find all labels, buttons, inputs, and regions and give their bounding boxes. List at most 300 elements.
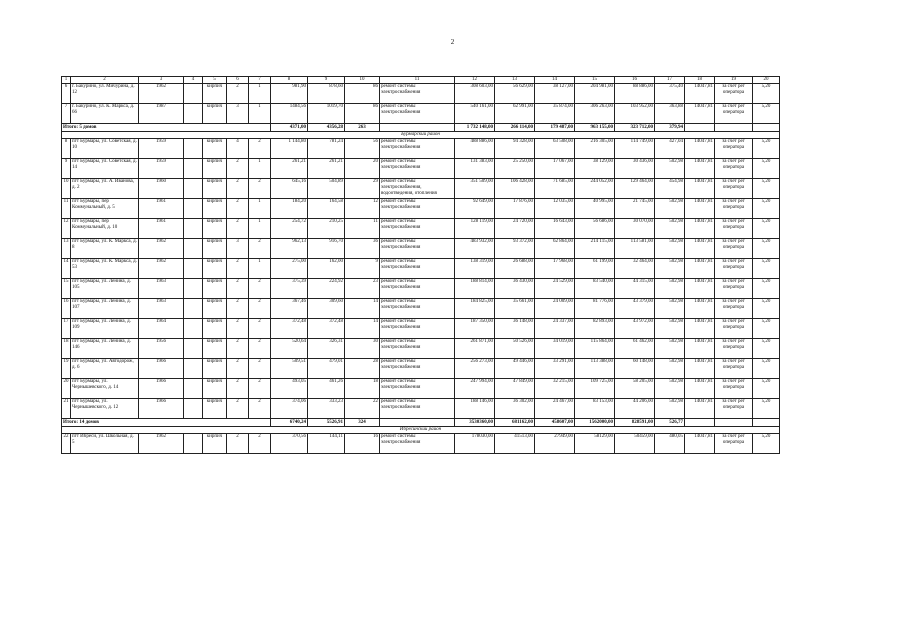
table-cell: 56: [345, 139, 380, 159]
table-cell: 370,56: [271, 434, 308, 454]
table-cell: за счет рег оператора: [715, 379, 753, 399]
table-cell: пгт Бурмары, ул. К. Маркса, д. 53: [71, 259, 139, 279]
table-cell: 1963: [139, 299, 184, 319]
table-cell: 1: [249, 199, 271, 219]
table-cell: 1: [249, 219, 271, 239]
table-cell: 5,20: [753, 84, 780, 104]
table-cell: 1966: [139, 399, 184, 419]
table-cell: 256 273,00: [455, 359, 495, 379]
table-cell: пгт Бурмары, ул. Ленина, д. 107: [71, 299, 139, 319]
table-cell: 351 509,00: [455, 179, 495, 199]
table-cell: 3: [227, 104, 249, 124]
table-cell: 106 428,00: [495, 179, 535, 199]
table-cell: 261,21: [308, 159, 345, 179]
table-cell: 109 725,00: [575, 379, 615, 399]
table-cell: кирпич: [203, 339, 227, 359]
table-cell: ремонт системы электроснабжения: [380, 199, 455, 219]
district-name: Ибресинский район: [62, 427, 780, 434]
table-cell: [184, 299, 203, 319]
table-cell: 30 436,00: [615, 159, 655, 179]
table-cell: 14047,81: [685, 319, 715, 339]
table-cell: 2: [227, 219, 249, 239]
table-cell: 61 199,00: [575, 259, 615, 279]
table-cell: ремонт системы электроснабжения: [380, 259, 455, 279]
table-cell: 88 886,00: [615, 84, 655, 104]
table-cell: 21: [62, 399, 71, 419]
table-cell: 1: [249, 84, 271, 104]
table-cell: 306 263,00: [575, 104, 615, 124]
table-cell: 12: [62, 219, 71, 239]
table-cell: 1966: [139, 359, 184, 379]
table-cell: 14: [345, 299, 380, 319]
total-cell: 1562000,00: [575, 419, 615, 427]
table-cell: 374,06: [271, 399, 308, 419]
table-cell: 14047,81: [685, 299, 715, 319]
table-cell: ремонт системы электроснабжения: [380, 84, 455, 104]
total-cell: 5526,91: [308, 419, 345, 427]
table-cell: 36 148,00: [495, 319, 535, 339]
total-cell: 1 732 148,00: [455, 124, 495, 132]
table-cell: кирпич: [203, 434, 227, 454]
column-number: 20: [753, 77, 780, 84]
table-row: [62, 199, 780, 219]
table-cell: пгт Бурмары, ул. Чернышевского, д. 12: [71, 399, 139, 419]
table-cell: 981,90: [271, 84, 308, 104]
column-number: 3: [139, 77, 184, 84]
table-cell: 5,20: [753, 339, 780, 359]
repair-program-table: [61, 76, 780, 454]
table-cell: кирпич: [203, 279, 227, 299]
table-cell: 14047,81: [685, 279, 715, 299]
table-cell: 41513,00: [495, 434, 535, 454]
column-number: 7: [249, 77, 271, 84]
table-cell: 20: [62, 379, 71, 399]
table-cell: кирпич: [203, 299, 227, 319]
table-row: [62, 179, 780, 199]
table-cell: 5,20: [753, 359, 780, 379]
table-cell: 2: [249, 399, 271, 419]
total-cell: 3530360,00: [455, 419, 495, 427]
table-cell: 308 603,00: [455, 84, 495, 104]
table-cell: 47 849,00: [495, 379, 535, 399]
column-number: 11: [380, 77, 455, 84]
table-cell: 17 067,00: [535, 159, 575, 179]
table-cell: 188 146,00: [455, 399, 495, 419]
total-cell: [685, 419, 715, 427]
table-cell: кирпич: [203, 219, 227, 239]
table-cell: 14047,81: [685, 84, 715, 104]
table-cell: 509,51: [271, 359, 308, 379]
table-cell: 502,98: [655, 299, 685, 319]
table-cell: 113 388,00: [575, 359, 615, 379]
table-cell: 114 749,00: [615, 139, 655, 159]
total-cell: [753, 124, 780, 132]
column-number: 10: [345, 77, 380, 84]
table-cell: кирпич: [203, 139, 227, 159]
table-cell: 34 019,00: [535, 339, 575, 359]
table-cell: 24 009,00: [535, 299, 575, 319]
table-cell: 14047,81: [685, 199, 715, 219]
table-cell: ремонт системы электроснабжения: [380, 219, 455, 239]
column-number: 2: [71, 77, 139, 84]
column-number: 16: [615, 77, 655, 84]
table-cell: [184, 339, 203, 359]
table-cell: 204 981,00: [575, 84, 615, 104]
table-cell: кирпич: [203, 319, 227, 339]
table-cell: 17 968,00: [535, 259, 575, 279]
table-cell: 309,60: [308, 299, 345, 319]
table-cell: 60 148,00: [615, 359, 655, 379]
table-cell: 480,05: [655, 434, 685, 454]
table-cell: 2: [249, 359, 271, 379]
table-cell: 493,05: [271, 379, 308, 399]
table-cell: ремонт системы электроснабжения: [380, 159, 455, 179]
table-cell: [184, 104, 203, 124]
total-cell: 379,94: [655, 124, 685, 132]
table-cell: 30: [345, 339, 380, 359]
table-cell: [184, 279, 203, 299]
table-cell: пгт Бурмары, пер Коммунальный, д. 5: [71, 199, 139, 219]
table-row: [62, 434, 780, 454]
table-cell: за счет рег оператора: [715, 399, 753, 419]
column-number: 14: [535, 77, 575, 84]
table-cell: 502,98: [655, 319, 685, 339]
table-cell: 38 129,00: [575, 159, 615, 179]
table-cell: 2: [227, 359, 249, 379]
table-cell: за счет рег оператора: [715, 139, 753, 159]
table-cell: 12 035,00: [535, 199, 575, 219]
table-cell: кирпич: [203, 179, 227, 199]
table-cell: 56 629,00: [495, 84, 535, 104]
column-number: 13: [495, 77, 535, 84]
table-cell: кирпич: [203, 159, 227, 179]
table-row: [62, 104, 780, 124]
table-cell: 962,13: [271, 239, 308, 259]
table-cell: 9: [345, 259, 380, 279]
table-cell: 916,70: [308, 239, 345, 259]
table-cell: пгт Бурмары, ул. А. Иванова, д. 2: [71, 179, 139, 199]
table-cell: 2: [227, 319, 249, 339]
table-cell: 184,20: [271, 199, 308, 219]
table-cell: [184, 319, 203, 339]
table-cell: 5,20: [753, 104, 780, 124]
table-cell: кирпич: [203, 104, 227, 124]
table-cell: 520,64: [271, 339, 308, 359]
table-cell: 645,16: [271, 179, 308, 199]
column-number-row: [62, 77, 780, 84]
table-cell: 2: [227, 379, 249, 399]
table-cell: 216 305,00: [575, 139, 615, 159]
table-cell: пгт Бурмары, пер Коммунальный, д. 10: [71, 219, 139, 239]
table-cell: 2: [227, 179, 249, 199]
table-row: [62, 319, 780, 339]
table-cell: 461,26: [308, 379, 345, 399]
table-cell: за счет рег оператора: [715, 219, 753, 239]
district-name: Бурмарский район: [62, 132, 780, 139]
total-cell: 963 155,00: [575, 124, 615, 132]
table-cell: г. Бакурино, ул. Мичурина, д. 12: [71, 84, 139, 104]
total-cell: 458607,00: [535, 419, 575, 427]
table-cell: 2: [227, 199, 249, 219]
table-cell: 35 661,00: [495, 299, 535, 319]
table-cell: 1963: [139, 279, 184, 299]
total-row: [62, 124, 780, 132]
total-cell: 266 114,00: [495, 124, 535, 132]
table-cell: кирпич: [203, 399, 227, 419]
table-cell: 326,31: [308, 339, 345, 359]
table-cell: за счет рег оператора: [715, 434, 753, 454]
table-cell: 502,98: [655, 279, 685, 299]
table-cell: 184 825,00: [455, 299, 495, 319]
total-cell: 6740,24: [271, 419, 308, 427]
column-number: 4: [184, 77, 203, 84]
table-cell: ремонт системы электроснабжения: [380, 239, 455, 259]
table-cell: пгт Бурмары, ул. Ленина, д. 109: [71, 319, 139, 339]
total-cell: [753, 419, 780, 427]
total-cell: 263: [345, 124, 380, 132]
table-cell: кирпич: [203, 84, 227, 104]
table-cell: 5,20: [753, 179, 780, 199]
table-cell: 2: [249, 279, 271, 299]
table-cell: за счет рег оператора: [715, 159, 753, 179]
table-cell: за счет рег оператора: [715, 339, 753, 359]
table-cell: 488 886,00: [455, 139, 495, 159]
table-cell: 540 161,00: [455, 104, 495, 124]
table-cell: 5,20: [753, 379, 780, 399]
table-cell: ремонт системы электроснабжения: [380, 399, 455, 419]
table-cell: 10: [62, 179, 71, 199]
table-cell: 58 205,00: [615, 379, 655, 399]
table-cell: 30 070,00: [615, 219, 655, 239]
table-cell: 11: [62, 199, 71, 219]
table-cell: 9: [62, 159, 71, 179]
table-row: [62, 379, 780, 399]
table-cell: 1019,70: [308, 104, 345, 124]
table-cell: 188 814,00: [455, 279, 495, 299]
table-cell: 247 994,00: [455, 379, 495, 399]
table-cell: 14047,81: [685, 339, 715, 359]
total-cell: 681162,00: [495, 419, 535, 427]
table-row: [62, 399, 780, 419]
table-cell: 2: [249, 339, 271, 359]
total-label: Итого: 14 домов: [62, 419, 271, 427]
table-cell: 2: [249, 239, 271, 259]
table-cell: 29: [345, 179, 380, 199]
table-cell: 36 430,00: [495, 279, 535, 299]
table-cell: 5,20: [753, 434, 780, 454]
table-row: [62, 159, 780, 179]
table-cell: 275,00: [271, 259, 308, 279]
table-cell: 86: [345, 84, 380, 104]
table-cell: кирпич: [203, 379, 227, 399]
table-cell: 5,20: [753, 239, 780, 259]
table-cell: 210,25: [308, 219, 345, 239]
total-cell: 4356,28: [308, 124, 345, 132]
total-row: [62, 419, 780, 427]
table-cell: 14047,81: [685, 159, 715, 179]
table-cell: 375,39: [271, 279, 308, 299]
table-cell: 333,23: [308, 399, 345, 419]
table-cell: пгт Бурмары, ул. К. Маркса, д. 8: [71, 239, 139, 259]
table-cell: 14047,81: [685, 399, 715, 419]
table-cell: 131 383,00: [455, 159, 495, 179]
table-cell: 367,46: [271, 299, 308, 319]
table-row: [62, 239, 780, 259]
table-cell: 372,48: [308, 319, 345, 339]
table-cell: 3: [227, 239, 249, 259]
table-cell: 32 464,00: [615, 259, 655, 279]
table-cell: за счет рег оператора: [715, 319, 753, 339]
table-cell: 28: [345, 359, 380, 379]
table-cell: 14047,81: [685, 179, 715, 199]
table-cell: 363,88: [655, 104, 685, 124]
table-cell: 50459,00: [615, 434, 655, 454]
table-cell: [184, 434, 203, 454]
table-row: [62, 279, 780, 299]
table-cell: за счет рег оператора: [715, 199, 753, 219]
table-cell: 113 581,00: [615, 239, 655, 259]
table-cell: ремонт системы электроснабжения: [380, 379, 455, 399]
total-cell: 4371,00: [271, 124, 308, 132]
table-cell: 94 328,00: [495, 139, 535, 159]
table-cell: ремонт системы электроснабжения: [380, 139, 455, 159]
table-cell: 1960: [139, 179, 184, 199]
table-cell: ремонт системы электроснабжения: [380, 299, 455, 319]
table-cell: 502,98: [655, 379, 685, 399]
table-cell: [184, 199, 203, 219]
table-cell: 1987: [139, 104, 184, 124]
table-cell: пгт Бурмары, ул. Ленина, д. 105: [71, 279, 139, 299]
table-cell: 44 206,00: [615, 399, 655, 419]
total-cell: [715, 419, 753, 427]
table-cell: 2: [249, 379, 271, 399]
table-cell: 14047,81: [685, 379, 715, 399]
table-cell: 24 529,00: [535, 279, 575, 299]
table-cell: 261,21: [271, 159, 308, 179]
table-cell: 17 876,00: [495, 199, 535, 219]
total-cell: [380, 419, 455, 427]
table-cell: 27949,00: [535, 434, 575, 454]
table-cell: ремонт системы электроснабжения: [380, 279, 455, 299]
table-cell: 7: [62, 104, 71, 124]
table-cell: за счет рег оператора: [715, 299, 753, 319]
column-number: 9: [308, 77, 345, 84]
table-cell: 63 508,00: [535, 139, 575, 159]
table-cell: 16 643,00: [535, 219, 575, 239]
table-cell: ремонт системы электроснабжения, водоотведения, отопления: [380, 179, 455, 199]
table-cell: 5,20: [753, 219, 780, 239]
table-cell: 2: [227, 339, 249, 359]
table-cell: [184, 139, 203, 159]
table-cell: 32 215,00: [535, 379, 575, 399]
table-cell: 71 685,00: [535, 179, 575, 199]
table-cell: 502,98: [655, 219, 685, 239]
table-cell: 2: [249, 434, 271, 454]
total-cell: [685, 124, 715, 132]
table-cell: 1959: [139, 139, 184, 159]
table-cell: 2: [249, 179, 271, 199]
table-cell: 1: [249, 104, 271, 124]
table-cell: 36 302,00: [495, 399, 535, 419]
total-cell: 828591,00: [615, 419, 655, 427]
table-cell: [184, 84, 203, 104]
table-cell: 2: [249, 319, 271, 339]
table-cell: 81 776,00: [575, 299, 615, 319]
table-cell: 43 972,00: [615, 319, 655, 339]
table-cell: 164,58: [308, 199, 345, 219]
table-cell: 504,89: [308, 179, 345, 199]
table-cell: 62 991,00: [495, 104, 535, 124]
table-cell: 375,40: [655, 84, 685, 104]
table-cell: 16: [345, 434, 380, 454]
table-cell: за счет рег оператора: [715, 239, 753, 259]
table-cell: 162,00: [308, 259, 345, 279]
total-label: Итого: 5 домов: [62, 124, 271, 132]
table-cell: 2: [227, 159, 249, 179]
total-cell: 323 712,00: [615, 124, 655, 132]
table-body: [62, 77, 780, 454]
table-cell: 1964: [139, 319, 184, 339]
table-cell: 14047,81: [685, 239, 715, 259]
table-cell: 502,98: [655, 199, 685, 219]
page-number: 2: [450, 38, 455, 46]
table-cell: 14047,81: [685, 434, 715, 454]
table-cell: 11: [345, 219, 380, 239]
table-cell: 13: [62, 239, 71, 259]
table-cell: 24 467,00: [535, 399, 575, 419]
table-cell: 1961: [139, 199, 184, 219]
table-cell: 12: [345, 199, 380, 219]
table-cell: [184, 219, 203, 239]
table-cell: 144,11: [308, 434, 345, 454]
table-cell: 2: [249, 139, 271, 159]
table-cell: 83 153,00: [575, 399, 615, 419]
table-cell: 50 526,00: [495, 339, 535, 359]
table-cell: 43 379,00: [615, 299, 655, 319]
table-cell: 56 686,00: [575, 219, 615, 239]
table-cell: 15: [62, 279, 71, 299]
table-cell: 479,01: [308, 359, 345, 379]
table-cell: 33 291,00: [535, 359, 575, 379]
table-cell: 35 874,00: [535, 104, 575, 124]
table-cell: 14: [345, 319, 380, 339]
table-cell: 5,20: [753, 139, 780, 159]
column-number: 19: [715, 77, 753, 84]
total-cell: [380, 124, 455, 132]
table-cell: кирпич: [203, 239, 227, 259]
table-cell: 2: [227, 84, 249, 104]
column-number: 8: [271, 77, 308, 84]
table-cell: за счет рег оператора: [715, 104, 753, 124]
table-cell: кирпич: [203, 259, 227, 279]
table-row: [62, 339, 780, 359]
table-row: [62, 359, 780, 379]
table-cell: 14047,81: [685, 219, 715, 239]
table-cell: 244 052,00: [575, 179, 615, 199]
table-cell: 40 995,00: [575, 199, 615, 219]
table-cell: 18: [62, 339, 71, 359]
table-cell: 502,98: [655, 399, 685, 419]
column-number: 1: [62, 77, 71, 84]
table-cell: 92 649,00: [455, 199, 495, 219]
table-cell: 14: [62, 259, 71, 279]
table-cell: ремонт системы электроснабжения: [380, 359, 455, 379]
table-cell: 502,98: [655, 239, 685, 259]
table-cell: 24 720,00: [495, 219, 535, 239]
table-cell: 93 372,00: [495, 239, 535, 259]
table-cell: 372,48: [271, 319, 308, 339]
table-cell: 1 144,80: [271, 139, 308, 159]
